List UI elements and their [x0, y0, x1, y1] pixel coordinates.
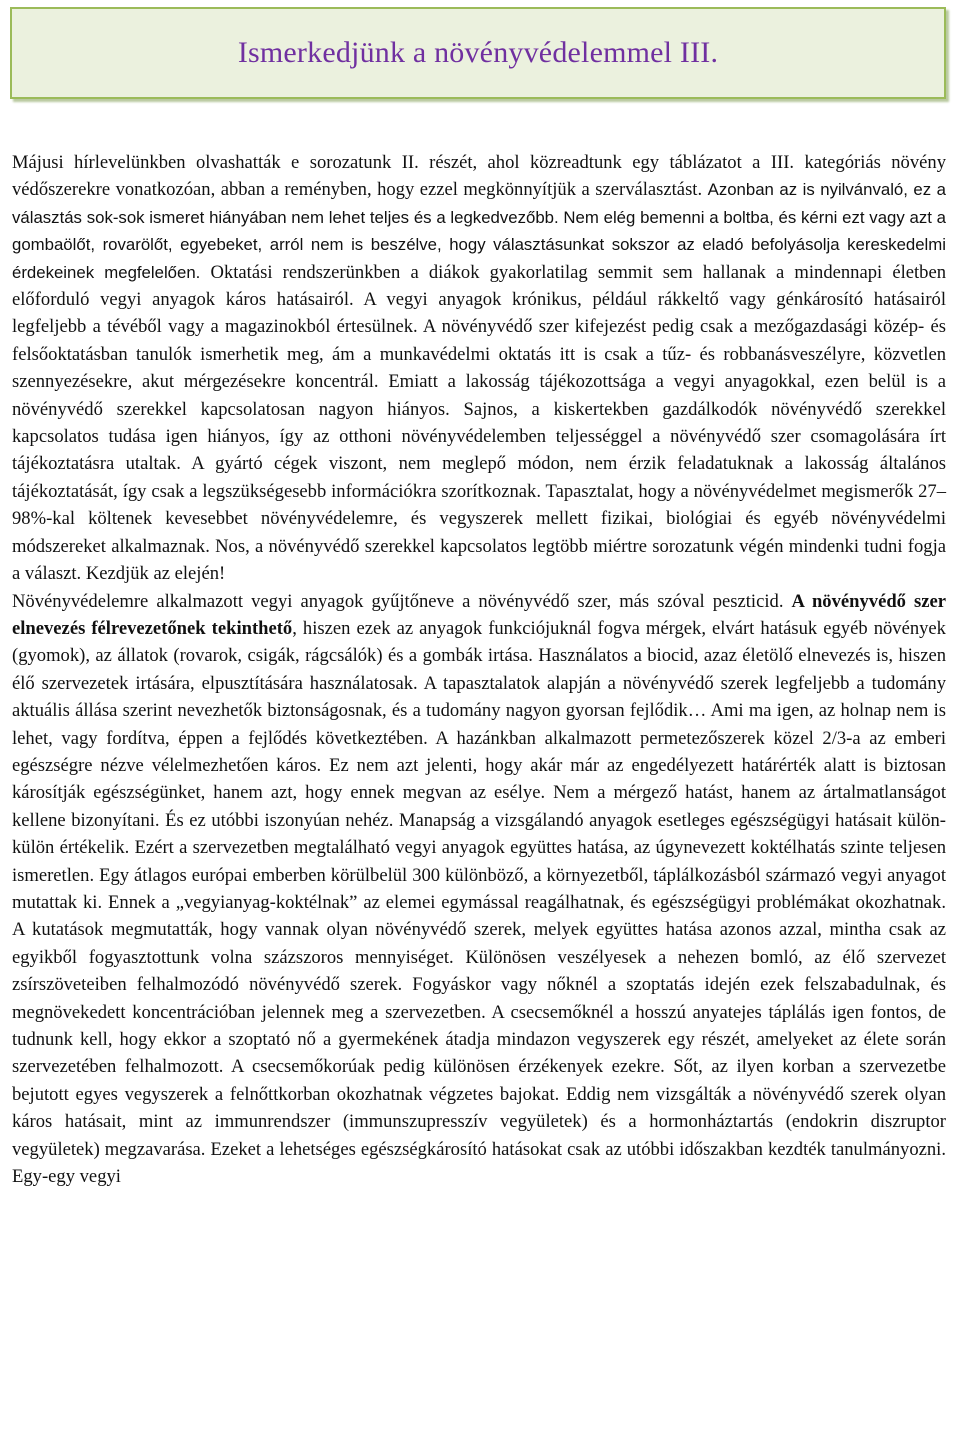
intro-paragraph [12, 149, 946, 588]
intro-sentence-2: Azonban az is nyilvánvaló, ez a választás sok-sok ismeret hiányában nem lehet teljes és a legkedvezőbb. [12, 180, 946, 227]
pesticide-text-start: Növényvédelemre alkalmazott vegyi anyagok gyűjtőneve a növényvédő szer, más szóval peszticid. [12, 590, 792, 612]
intro-sentence-3: Nem elég bemenni a boltba, és kérni ezt vagy azt a gombaölőt, rovarölőt, egyebeket, arról nem is beszélve, hogy választásunkat sokszor az eladó befolyásolja kereskedelmi érdekeinek megfelelően. [12, 207, 947, 282]
pesticide-paragraph [12, 588, 946, 1191]
title-box [10, 7, 946, 99]
intro-sentence-1: Májusi hírlevelünkben olvashatták e sorozatunk II. részét, ahol közreadtunk egy táblázatot a III. kategóriás növény védőszerekre vonatkozóan, abban a reményben, hogy ezzel megkönnyítjük a szerválasztást. [12, 152, 946, 201]
article-body [12, 149, 946, 1190]
page-title: Ismerkedjünk a növényvédelemmel III. [237, 36, 719, 69]
pesticide-text-rest: , hiszen ezek az anyagok funkciójuknál fogva mérgek, elvárt hatásuk egyéb növények (gyomok), az állatok (rovarok, csigák, rágcsálók) és a gombák irtása. Használatos a biocid, azaz életölő elnevezés is, hiszen élő szervezetek irtására, elpusztítására használatosak. A tapasztalatok alapján a növényvédő szerek legfeljebb a tudomány aktuális állása szerint nevezhetők biztonságosnak, és a tudomány nagyon gyorsan fejlődik… Ami ma igen, az holnap nem is lehet, vagy fordítva, éppen a fejlődés következtében. A hazánkban alkalmazott permetezőszerek közel 2/3-a az emberi egészségre nézve vélelmezhetően káros. Ez nem azt jelenti, hogy akár már az engedélyezett határérték alatt is biztosan károsítják egészségünket, hanem azt, hogy ennek megvan az esélye. Nem a mérgező hatást, hanem az ártalmatlanságot kellene bizonyítani. És ez utóbbi iszonyúan nehéz. Manapság a vizsgálandó anyagok esetleges egészségügyi hatásait külön-külön értékelik. Ezért a szervezetben megtalálható vegyi anyagok együttes hatása, az úgynevezett koktélhatás szinte teljesen ismeretlen. Egy átlagos európai emberben körülbelül 300 különböző, a környezetből, táplálkozásból származó vegyi anyagot mutattak ki. Ennek a „vegyianyag-koktélnak” az elemei egymással reagálhatnak, és egészségügyi problémákat okozhatnak. A kutatások megmutatták, hogy vannak olyan növényvédő szerek, melyek együttes hatása azonos azzal, mintha csak az egyikből fogyasztottunk volna százszoros mennyiséget. Különösen veszélyesek a nehezen bomló, az élő szervezet zsírszöveteiben felhalmozódó növényvédő szerek. Fogyáskor vagy nőknél a szoptatás idején ezek felszabadulnak, és megnövekedett koncentrációban jelennek meg a szervezetben. A csecsemőknél a hosszú anyatejes táplálás igen fontos, de tudnunk kell, hogy ekkor a szoptató nő a gyermekének átadja mindazon vegyszerek egy részét, amelyeket az élete során szervezetében felhalmozott. A csecsemőkorúak pedig különösen érzékenyek ezekre. Sőt, az ilyen korban a szervezetbe bejutott egyes vegyszerek a felnőttkorban okozhatnak végzetes bajokat. Eddig nem vizsgálták a növényvédő szerek olyan káros hatásait, mint az immunrendszer (immunszupresszív vegyületek) és a hormonháztartás (endokrin diszruptor vegyületek) megzavarása. Ezeket a lehetséges egészségkárosító hatásokat csak az utóbbi időszakban kezdték tanulmányozni. Egy-egy vegyi [12, 617, 946, 1188]
pesticide-bold-statement: A növényvédő szer elnevezés félrevezetőnek tekinthető [12, 590, 946, 639]
intro-sentence-4: Oktatási rendszerünkben a diákok gyakorlatilag semmit sem hallanak a mindennapi életben előforduló vegyi anyagok káros hatásairól. A vegyi anyagok krónikus, például rákkeltő vagy génkárosító hatásairól legfeljebb a tévéből vagy a magazinokból értesülnek. A növényvédő szer kifejezést pedig csak a mezőgazdasági közép- és felsőoktatásban tanulók ismerhetik meg, ám a munkavédelmi oktatás itt is csak a tűz- és robbanásveszélyre, közvetlen szennyezésekre, akut mérgezésekre koncentrál. Emiatt a lakosság tájékozottsága a vegyi anyagokkal, ezen belül is a növényvédő szerekkel kapcsolatosan nagyon hiányos. Sajnos, a kiskertekben gazdálkodók növényvédő szerekkel kapcsolatos tudása igen hiányos, így az otthoni növényvédelemben teljességgel a növényvédő szer csomagolására írt tájékoztatásra utaltak. A gyártó cégek viszont, nem meglepő módon, nem érzik feladatuknak a lakosság általános tájékoztatását, így csak a legszükségesebb információkra szorítkoznak. Tapasztalat, hogy a növényvédelmet megismerők 27–98%-kal költenek kevesebbet növényvédelemre, és vegyszerek mellett fizikai, biológiai és egyéb növényvédelmi módszereket alkalmaznak. Nos, a növényvédő szerekkel kapcsolatos legtöbb miértre sorozatunk végén mindenki tudni fogja a választ. Kezdjük az elején! [12, 261, 947, 585]
